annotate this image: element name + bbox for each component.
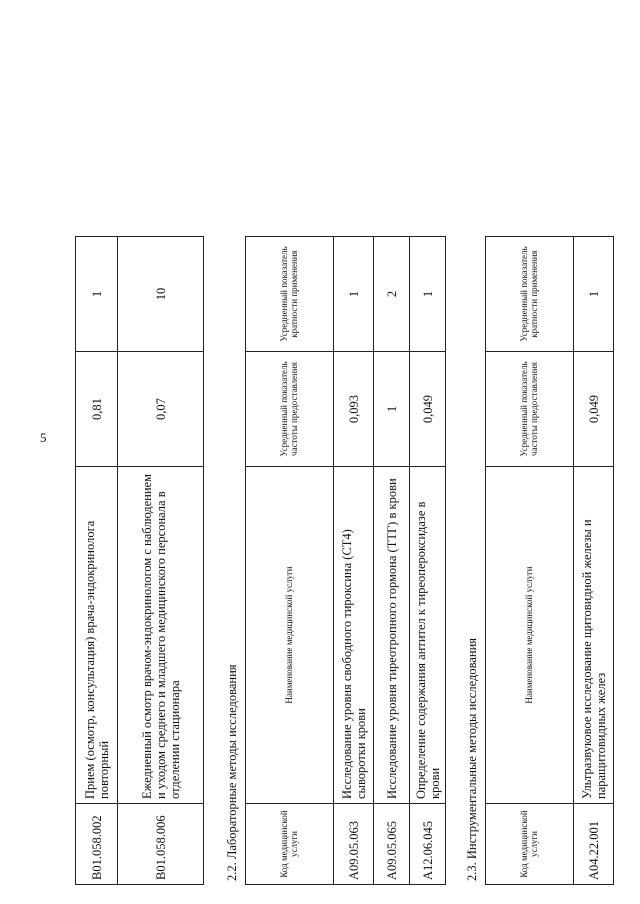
cell-code: A09.05.063 bbox=[334, 804, 374, 885]
cell-freq: 0,049 bbox=[574, 352, 614, 467]
table-row bbox=[574, 237, 614, 885]
table-row bbox=[118, 237, 204, 885]
cell-freq: 0,049 bbox=[410, 352, 446, 467]
header-mult: Усредненный показатель кратности применения bbox=[486, 237, 574, 352]
header-name: Наименование медицинской услуги bbox=[486, 467, 574, 804]
cell-code: A04.22.001 bbox=[574, 804, 614, 885]
cell-mult: 10 bbox=[118, 237, 204, 352]
cell-mult: 2 bbox=[374, 237, 410, 352]
section-title-lab: 2.2. Лабораторные методы исследования bbox=[225, 664, 239, 881]
header-freq: Усредненный показатель частоты предоставления bbox=[486, 352, 574, 467]
cell-freq: 1 bbox=[374, 352, 410, 467]
table-header-row bbox=[246, 237, 334, 885]
table-row bbox=[374, 237, 410, 885]
cell-mult: 1 bbox=[410, 237, 446, 352]
cell-mult: 1 bbox=[76, 237, 118, 352]
table-instrumental-methods bbox=[485, 236, 614, 885]
section-title-instrumental: 2.3. Инструментальные методы исследования bbox=[465, 637, 479, 881]
table-header-row bbox=[486, 237, 574, 885]
cell-mult: 1 bbox=[574, 237, 614, 352]
cell-code: B01.058.002 bbox=[76, 804, 118, 885]
cell-code: A12.06.045 bbox=[410, 804, 446, 885]
table-row bbox=[410, 237, 446, 885]
page-number: 5 bbox=[40, 430, 47, 445]
cell-name: Исследование уровня тиреотропного гормона (ТТГ) в крови bbox=[374, 467, 410, 804]
rotated-page-content bbox=[65, 15, 635, 885]
cell-freq: 0,81 bbox=[76, 352, 118, 467]
table-lab-methods bbox=[245, 236, 446, 885]
table-row bbox=[334, 237, 374, 885]
header-freq: Усредненный показатель частоты предоставления bbox=[246, 352, 334, 467]
cell-freq: 0,093 bbox=[334, 352, 374, 467]
cell-name: Исследование уровня свободного тироксина (СТ4) сыворотки крови bbox=[334, 467, 374, 804]
header-mult: Усредненный показатель кратности применения bbox=[246, 237, 334, 352]
header-code: Код медицинской услуги bbox=[246, 804, 334, 885]
table-consultations bbox=[75, 236, 204, 885]
cell-code: B01.058.006 bbox=[118, 804, 204, 885]
cell-name: Ежедневный осмотр врачом-эндокринологом с наблюдением и уходом среднего и младшего медицинского персонала в отделении стационара bbox=[118, 467, 204, 804]
cell-name: Определение содержания антител к тиреопероксидазе в крови bbox=[410, 467, 446, 804]
table-row bbox=[76, 237, 118, 885]
cell-name: Ультразвуковое исследование щитовидной железы и паращитовидных желез bbox=[574, 467, 614, 804]
cell-mult: 1 bbox=[334, 237, 374, 352]
header-code: Код медицинской услуги bbox=[486, 804, 574, 885]
header-name: Наименование медицинской услуги bbox=[246, 467, 334, 804]
cell-name: Прием (осмотр, консультация) врача-эндокринолога повторный bbox=[76, 467, 118, 804]
cell-code: A09.05.065 bbox=[374, 804, 410, 885]
cell-freq: 0,07 bbox=[118, 352, 204, 467]
